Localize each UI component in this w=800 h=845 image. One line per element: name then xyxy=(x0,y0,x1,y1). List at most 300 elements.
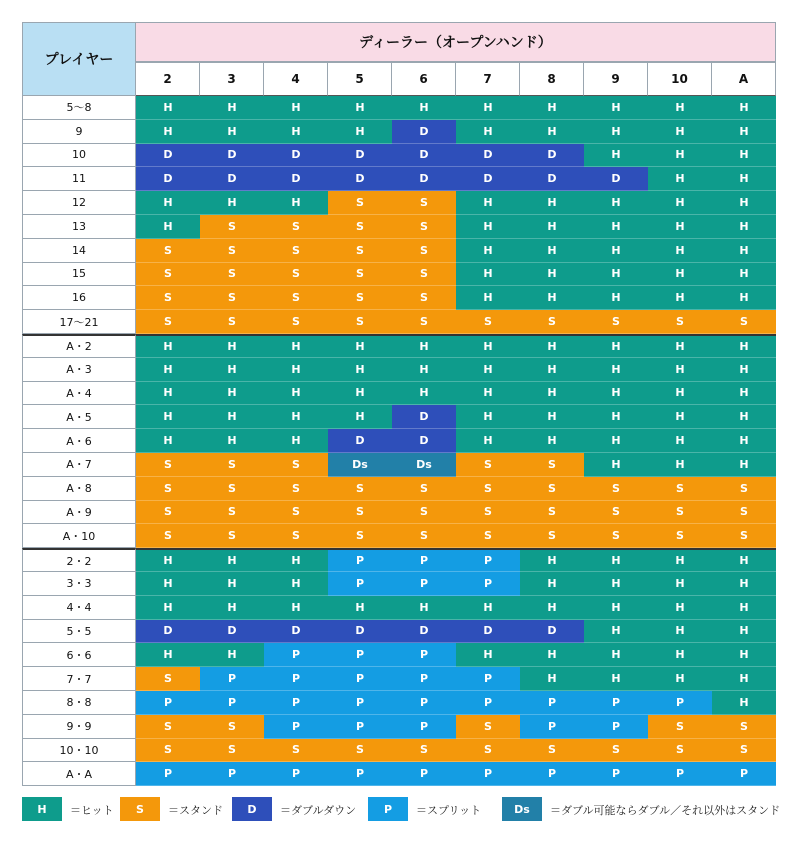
strategy-cell: S xyxy=(392,286,456,310)
strategy-cell: P xyxy=(648,691,712,715)
strategy-cell: P xyxy=(392,548,456,572)
strategy-cell: S xyxy=(200,501,264,525)
strategy-cell: H xyxy=(136,382,200,406)
player-hand-label: 10・10 xyxy=(22,739,136,763)
player-hand-label: 9・9 xyxy=(22,715,136,739)
strategy-cell: D xyxy=(456,620,520,644)
legend-label: ＝ヒット xyxy=(70,804,114,817)
strategy-cell: H xyxy=(648,596,712,620)
strategy-cell: H xyxy=(648,405,712,429)
player-hand-label: 5〜8 xyxy=(22,96,136,120)
dealer-card-header: 6 xyxy=(392,62,456,96)
strategy-cell: S xyxy=(264,310,328,334)
strategy-cell: H xyxy=(200,596,264,620)
strategy-cell: S xyxy=(264,286,328,310)
strategy-cell: H xyxy=(584,643,648,667)
strategy-cell: S xyxy=(648,501,712,525)
strategy-cell: H xyxy=(136,429,200,453)
strategy-cell: H xyxy=(392,334,456,358)
strategy-cell: H xyxy=(136,596,200,620)
strategy-cell: S xyxy=(456,501,520,525)
strategy-cell: H xyxy=(136,215,200,239)
strategy-cell: H xyxy=(712,382,776,406)
strategy-cell: D xyxy=(264,167,328,191)
strategy-cell: S xyxy=(456,310,520,334)
strategy-cell: S xyxy=(712,715,776,739)
strategy-cell: S xyxy=(136,286,200,310)
strategy-cell: H xyxy=(456,96,520,120)
strategy-cell: D xyxy=(264,144,328,168)
strategy-cell: D xyxy=(392,144,456,168)
strategy-cell: H xyxy=(648,263,712,287)
strategy-cell: S xyxy=(584,524,648,548)
strategy-cell: S xyxy=(456,477,520,501)
strategy-cell: H xyxy=(456,215,520,239)
strategy-cell: H xyxy=(520,239,584,263)
strategy-cell: P xyxy=(328,691,392,715)
strategy-cell: H xyxy=(520,429,584,453)
strategy-cell: H xyxy=(584,620,648,644)
strategy-cell: H xyxy=(712,453,776,477)
strategy-cell: H xyxy=(584,667,648,691)
strategy-cell: H xyxy=(456,334,520,358)
strategy-cell: H xyxy=(648,643,712,667)
strategy-cell: S xyxy=(392,310,456,334)
strategy-cell: H xyxy=(712,286,776,310)
strategy-cell: H xyxy=(648,120,712,144)
strategy-cell: H xyxy=(456,358,520,382)
dealer-card-header: 2 xyxy=(136,62,200,96)
strategy-cell: P xyxy=(264,667,328,691)
dealer-card-header: 8 xyxy=(520,62,584,96)
strategy-cell: P xyxy=(456,762,520,786)
strategy-cell: P xyxy=(264,762,328,786)
strategy-cell: P xyxy=(264,643,328,667)
strategy-cell: S xyxy=(200,286,264,310)
player-hand-label: A・5 xyxy=(22,405,136,429)
strategy-cell: S xyxy=(264,215,328,239)
strategy-cell: H xyxy=(584,358,648,382)
strategy-cell: S xyxy=(136,501,200,525)
strategy-cell: S xyxy=(264,453,328,477)
strategy-cell: S xyxy=(648,715,712,739)
strategy-cell: H xyxy=(648,429,712,453)
strategy-cell: H xyxy=(520,120,584,144)
strategy-cell: S xyxy=(328,263,392,287)
dealer-card-header: 4 xyxy=(264,62,328,96)
strategy-cell: H xyxy=(648,167,712,191)
strategy-cell: P xyxy=(328,762,392,786)
strategy-cell: S xyxy=(520,739,584,763)
player-hand-label: A・A xyxy=(22,762,136,786)
strategy-cell: H xyxy=(584,144,648,168)
strategy-cell: H xyxy=(648,334,712,358)
strategy-cell: H xyxy=(200,358,264,382)
strategy-cell: S xyxy=(200,524,264,548)
strategy-cell: S xyxy=(712,739,776,763)
strategy-cell: H xyxy=(136,572,200,596)
strategy-cell: S xyxy=(584,501,648,525)
strategy-cell: S xyxy=(264,524,328,548)
legend-label: ＝スタンド xyxy=(168,804,223,817)
strategy-cell: S xyxy=(328,310,392,334)
strategy-cell: Ds xyxy=(392,453,456,477)
strategy-cell: S xyxy=(584,477,648,501)
strategy-cell: H xyxy=(136,334,200,358)
strategy-cell: P xyxy=(328,667,392,691)
legend-swatch: S xyxy=(120,797,160,821)
strategy-cell: P xyxy=(456,691,520,715)
strategy-cell: S xyxy=(392,501,456,525)
strategy-cell: S xyxy=(264,501,328,525)
strategy-cell: D xyxy=(392,405,456,429)
strategy-cell: H xyxy=(520,286,584,310)
player-hand-label: A・6 xyxy=(22,429,136,453)
strategy-cell: S xyxy=(456,453,520,477)
strategy-cell: H xyxy=(328,382,392,406)
strategy-cell: H xyxy=(520,643,584,667)
strategy-cell: S xyxy=(200,263,264,287)
player-hand-label: 15 xyxy=(22,263,136,287)
strategy-cell: S xyxy=(136,239,200,263)
strategy-cell: H xyxy=(264,358,328,382)
strategy-cell: S xyxy=(712,501,776,525)
player-hand-label: 9 xyxy=(22,120,136,144)
strategy-cell: H xyxy=(712,239,776,263)
strategy-cell: H xyxy=(136,358,200,382)
strategy-cell: P xyxy=(584,762,648,786)
player-hand-label: 12 xyxy=(22,191,136,215)
strategy-cell: H xyxy=(200,405,264,429)
legend-swatch: H xyxy=(22,797,62,821)
strategy-cell: S xyxy=(392,524,456,548)
strategy-cell: H xyxy=(712,548,776,572)
player-hand-label: 3・3 xyxy=(22,572,136,596)
strategy-cell: D xyxy=(392,167,456,191)
strategy-cell: S xyxy=(520,310,584,334)
strategy-cell: H xyxy=(328,96,392,120)
strategy-cell: H xyxy=(648,215,712,239)
strategy-cell: H xyxy=(200,548,264,572)
strategy-cell: H xyxy=(456,191,520,215)
legend-label: ＝ダブルダウン xyxy=(280,804,357,817)
strategy-cell: H xyxy=(648,144,712,168)
player-hand-label: 8・8 xyxy=(22,691,136,715)
strategy-cell: D xyxy=(264,620,328,644)
player-hand-label: 13 xyxy=(22,215,136,239)
strategy-cell: H xyxy=(456,120,520,144)
strategy-cell: H xyxy=(648,96,712,120)
strategy-cell: H xyxy=(264,120,328,144)
strategy-cell: S xyxy=(200,453,264,477)
strategy-cell: H xyxy=(712,691,776,715)
strategy-cell: H xyxy=(456,263,520,287)
strategy-cell: H xyxy=(456,596,520,620)
strategy-cell: H xyxy=(712,191,776,215)
player-header: プレイヤー xyxy=(22,22,136,96)
strategy-cell: Ds xyxy=(328,453,392,477)
strategy-cell: H xyxy=(200,191,264,215)
strategy-cell: D xyxy=(328,144,392,168)
strategy-cell: P xyxy=(328,572,392,596)
dealer-header: ディーラー（オープンハンド） xyxy=(136,22,776,62)
strategy-cell: H xyxy=(584,191,648,215)
strategy-cell: H xyxy=(520,596,584,620)
strategy-cell: H xyxy=(584,215,648,239)
strategy-cell: H xyxy=(392,596,456,620)
strategy-cell: S xyxy=(392,739,456,763)
strategy-cell: H xyxy=(712,167,776,191)
strategy-cell: P xyxy=(200,762,264,786)
strategy-cell: P xyxy=(328,715,392,739)
strategy-cell: H xyxy=(200,572,264,596)
strategy-cell: H xyxy=(456,429,520,453)
strategy-cell: H xyxy=(712,572,776,596)
strategy-cell: H xyxy=(712,120,776,144)
strategy-cell: P xyxy=(328,548,392,572)
strategy-cell: S xyxy=(136,667,200,691)
strategy-cell: S xyxy=(200,715,264,739)
strategy-cell: D xyxy=(456,167,520,191)
strategy-cell: H xyxy=(520,667,584,691)
strategy-cell: H xyxy=(584,334,648,358)
strategy-cell: H xyxy=(584,453,648,477)
strategy-cell: S xyxy=(456,524,520,548)
strategy-cell: H xyxy=(584,572,648,596)
strategy-cell: S xyxy=(712,310,776,334)
strategy-cell: D xyxy=(520,167,584,191)
dealer-card-header: 7 xyxy=(456,62,520,96)
strategy-cell: P xyxy=(328,643,392,667)
player-hand-label: 10 xyxy=(22,144,136,168)
strategy-cell: S xyxy=(648,477,712,501)
strategy-cell: S xyxy=(328,286,392,310)
strategy-cell: S xyxy=(520,501,584,525)
strategy-cell: H xyxy=(520,263,584,287)
strategy-cell: S xyxy=(712,524,776,548)
strategy-cell: H xyxy=(200,429,264,453)
strategy-cell: S xyxy=(264,239,328,263)
strategy-cell: S xyxy=(200,310,264,334)
strategy-cell: H xyxy=(328,334,392,358)
strategy-cell: H xyxy=(584,263,648,287)
legend-swatch: D xyxy=(232,797,272,821)
player-hand-label: 6・6 xyxy=(22,643,136,667)
strategy-cell: S xyxy=(200,739,264,763)
strategy-cell: H xyxy=(520,405,584,429)
strategy-cell: S xyxy=(520,524,584,548)
strategy-cell: H xyxy=(520,191,584,215)
strategy-cell: H xyxy=(712,215,776,239)
strategy-cell: D xyxy=(328,620,392,644)
strategy-cell: P xyxy=(136,691,200,715)
strategy-cell: P xyxy=(392,762,456,786)
strategy-cell: S xyxy=(328,739,392,763)
strategy-cell: P xyxy=(584,691,648,715)
strategy-cell: P xyxy=(520,715,584,739)
strategy-cell: S xyxy=(136,739,200,763)
strategy-cell: S xyxy=(328,524,392,548)
strategy-chart xyxy=(22,22,776,786)
strategy-cell: P xyxy=(520,691,584,715)
strategy-cell: D xyxy=(520,144,584,168)
strategy-cell: P xyxy=(392,572,456,596)
player-hand-label: 5・5 xyxy=(22,620,136,644)
strategy-cell: S xyxy=(136,310,200,334)
strategy-cell: H xyxy=(712,596,776,620)
strategy-cell: H xyxy=(264,96,328,120)
strategy-cell: H xyxy=(456,286,520,310)
strategy-cell: H xyxy=(136,96,200,120)
strategy-cell: H xyxy=(584,382,648,406)
strategy-cell: P xyxy=(136,762,200,786)
strategy-cell: H xyxy=(392,382,456,406)
strategy-cell: H xyxy=(456,643,520,667)
strategy-cell: H xyxy=(520,96,584,120)
strategy-cell: P xyxy=(456,667,520,691)
strategy-cell: H xyxy=(648,453,712,477)
strategy-cell: S xyxy=(584,739,648,763)
strategy-cell: H xyxy=(712,667,776,691)
strategy-cell: H xyxy=(392,358,456,382)
strategy-cell: H xyxy=(520,572,584,596)
dealer-card-header: 10 xyxy=(648,62,712,96)
strategy-cell: H xyxy=(712,358,776,382)
strategy-cell: S xyxy=(648,739,712,763)
strategy-cell: H xyxy=(200,96,264,120)
strategy-cell: P xyxy=(200,667,264,691)
player-hand-label: A・10 xyxy=(22,524,136,548)
strategy-cell: S xyxy=(136,453,200,477)
legend xyxy=(22,797,782,823)
strategy-cell: S xyxy=(264,739,328,763)
strategy-cell: P xyxy=(456,572,520,596)
legend-swatch: Ds xyxy=(502,797,542,821)
strategy-cell: S xyxy=(456,715,520,739)
strategy-cell: S xyxy=(200,239,264,263)
strategy-cell: H xyxy=(136,191,200,215)
strategy-cell: H xyxy=(648,667,712,691)
strategy-cell: S xyxy=(136,477,200,501)
strategy-cell: S xyxy=(328,215,392,239)
strategy-cell: S xyxy=(136,524,200,548)
strategy-cell: D xyxy=(392,429,456,453)
strategy-cell: H xyxy=(712,405,776,429)
strategy-cell: D xyxy=(328,167,392,191)
strategy-cell: H xyxy=(648,620,712,644)
strategy-cell: S xyxy=(264,263,328,287)
strategy-cell: H xyxy=(264,382,328,406)
strategy-cell: H xyxy=(200,334,264,358)
strategy-cell: D xyxy=(392,620,456,644)
player-hand-label: 16 xyxy=(22,286,136,310)
strategy-cell: H xyxy=(456,405,520,429)
strategy-cell: S xyxy=(392,215,456,239)
player-hand-label: A・3 xyxy=(22,358,136,382)
strategy-cell: H xyxy=(264,596,328,620)
strategy-cell: H xyxy=(712,643,776,667)
strategy-cell: H xyxy=(648,358,712,382)
strategy-cell: S xyxy=(136,263,200,287)
strategy-cell: D xyxy=(520,620,584,644)
strategy-cell: S xyxy=(328,477,392,501)
strategy-cell: S xyxy=(200,477,264,501)
strategy-cell: H xyxy=(520,358,584,382)
strategy-cell: H xyxy=(264,334,328,358)
strategy-cell: S xyxy=(392,477,456,501)
strategy-cell: D xyxy=(200,620,264,644)
strategy-cell: P xyxy=(392,715,456,739)
strategy-cell: P xyxy=(264,691,328,715)
legend-label: ＝スプリット xyxy=(416,804,482,817)
strategy-cell: H xyxy=(584,405,648,429)
strategy-cell: H xyxy=(456,382,520,406)
strategy-cell: H xyxy=(520,215,584,239)
strategy-cell: P xyxy=(520,762,584,786)
strategy-cell: H xyxy=(136,405,200,429)
strategy-cell: H xyxy=(328,120,392,144)
player-hand-label: 2・2 xyxy=(22,548,136,572)
strategy-cell: H xyxy=(584,596,648,620)
strategy-cell: H xyxy=(264,572,328,596)
strategy-cell: S xyxy=(328,501,392,525)
strategy-cell: S xyxy=(200,215,264,239)
strategy-cell: H xyxy=(136,548,200,572)
strategy-cell: D xyxy=(392,120,456,144)
strategy-cell: D xyxy=(136,144,200,168)
strategy-cell: H xyxy=(584,286,648,310)
player-hand-label: 7・7 xyxy=(22,667,136,691)
strategy-cell: P xyxy=(200,691,264,715)
strategy-cell: S xyxy=(520,477,584,501)
strategy-cell: H xyxy=(328,596,392,620)
strategy-cell: P xyxy=(648,762,712,786)
strategy-cell: S xyxy=(520,453,584,477)
strategy-cell: S xyxy=(392,191,456,215)
strategy-cell: S xyxy=(328,239,392,263)
strategy-cell: D xyxy=(200,144,264,168)
strategy-cell: D xyxy=(456,144,520,168)
dealer-card-header: 5 xyxy=(328,62,392,96)
strategy-cell: H xyxy=(712,96,776,120)
strategy-cell: H xyxy=(712,620,776,644)
strategy-cell: S xyxy=(456,739,520,763)
strategy-cell: H xyxy=(136,120,200,144)
strategy-cell: H xyxy=(712,263,776,287)
player-hand-label: 14 xyxy=(22,239,136,263)
strategy-cell: H xyxy=(200,120,264,144)
strategy-cell: H xyxy=(648,286,712,310)
player-hand-label: A・2 xyxy=(22,334,136,358)
strategy-cell: P xyxy=(712,762,776,786)
strategy-cell: H xyxy=(264,548,328,572)
player-hand-label: A・9 xyxy=(22,501,136,525)
strategy-cell: H xyxy=(648,382,712,406)
legend-label: ＝ダブル可能ならダブル／それ以外はスタンド xyxy=(550,804,781,817)
strategy-cell: P xyxy=(264,715,328,739)
strategy-cell: H xyxy=(520,382,584,406)
strategy-cell: H xyxy=(584,120,648,144)
strategy-cell: H xyxy=(456,239,520,263)
strategy-cell: H xyxy=(712,334,776,358)
strategy-cell: S xyxy=(712,477,776,501)
strategy-cell: D xyxy=(200,167,264,191)
strategy-cell: P xyxy=(584,715,648,739)
strategy-cell: D xyxy=(584,167,648,191)
dealer-card-header: A xyxy=(712,62,776,96)
strategy-cell: H xyxy=(264,405,328,429)
dealer-card-header: 3 xyxy=(200,62,264,96)
